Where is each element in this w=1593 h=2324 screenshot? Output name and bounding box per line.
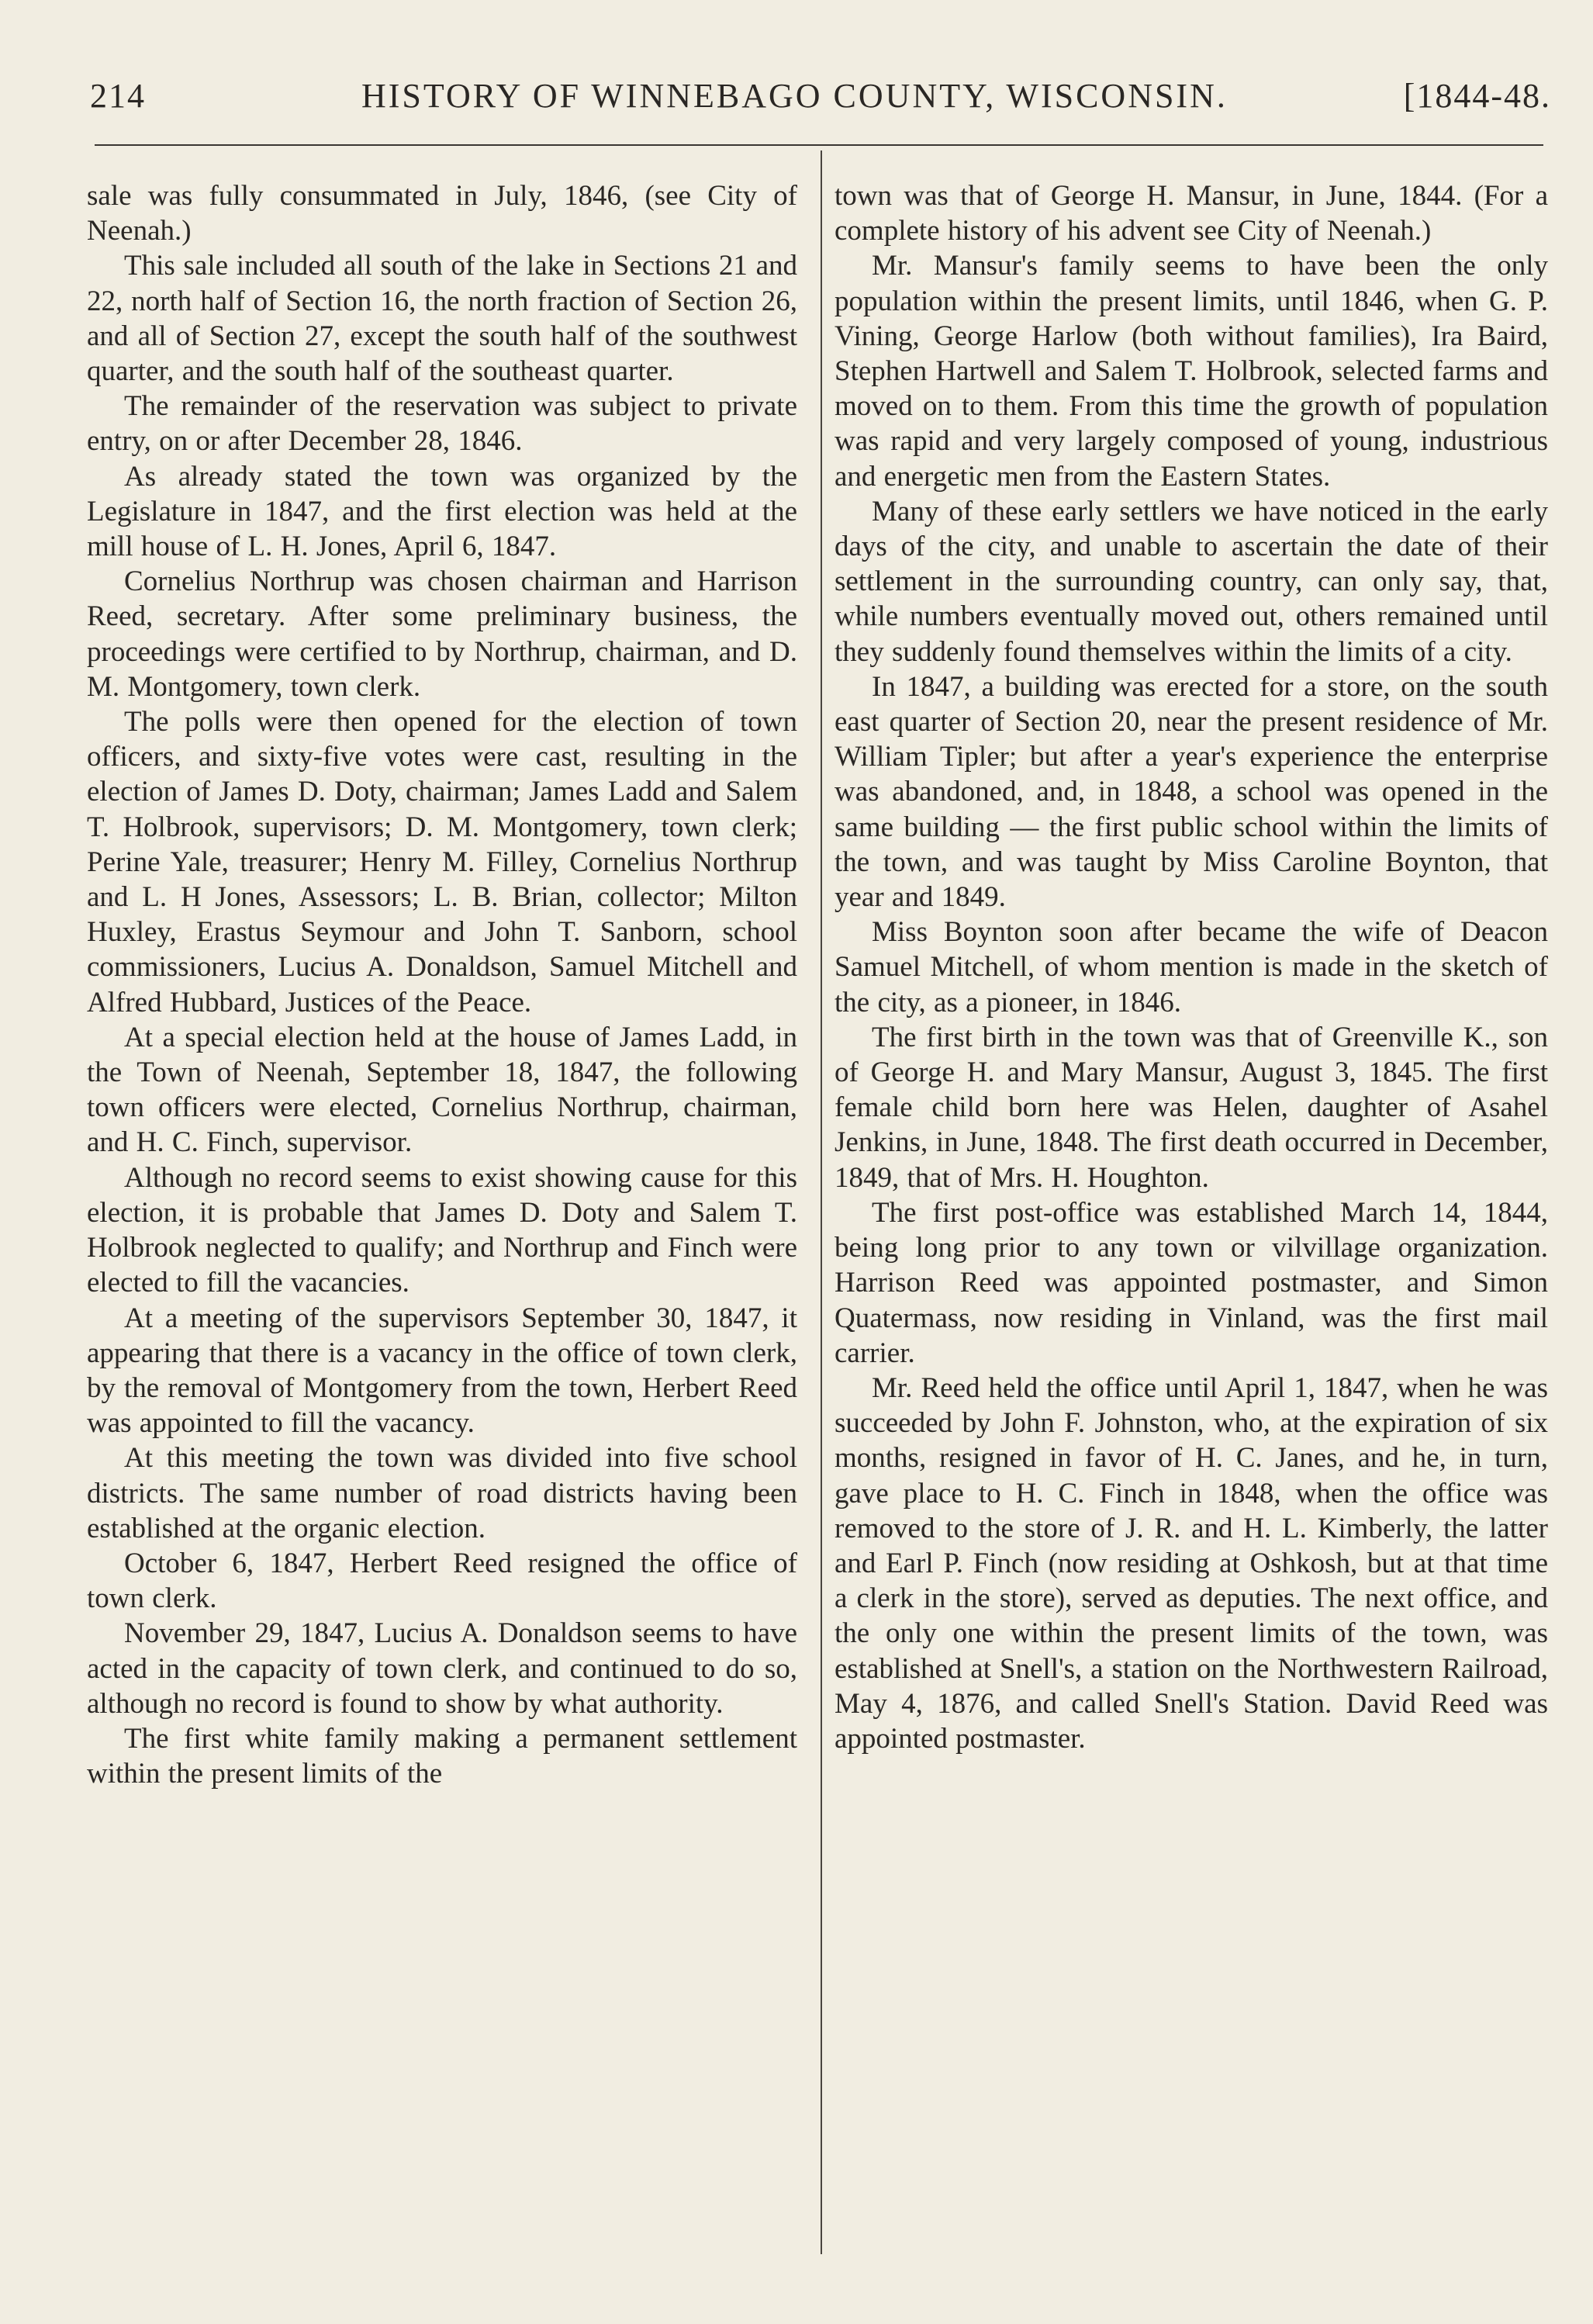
paragraph: The first post-office was established March 14, 1844, being long prior to any town or vilvillage organization. Harrison Reed was appointed postmaster, and Simon Quatermass, now residing in Vinland, was the first mail carrier. bbox=[835, 1196, 1548, 1369]
paragraph: Mr. Reed held the office until April 1, 1847, when he was succeeded by John F. Johnston, who, at the expiration of six months, resigned in favor of H. C. Janes, and he, in turn, gave place to H. C. Finch in 1848, when the office was removed to the store of J. R. and H. L. Kimberly, the latter and Earl P. Finch (now residing at Oshkosh, but at that time a clerk in the store), served as deputies. The next office, and the only one within the present limits of the town, was established at Snell's, a station on the Northwestern Railroad, May 4, 1876, and called Snell's Station. David Reed was appointed postmaster. bbox=[835, 1371, 1548, 1755]
paragraph: Cornelius Northrup was chosen chairman and Harrison Reed, secretary. After some preliminary business, the proceedings were certified to by Northrup, chairman, and D. M. Montgomery, town clerk. bbox=[87, 565, 797, 703]
paragraph: November 29, 1847, Lucius A. Donaldson seems to have acted in the capacity of town clerk, and continued to do so, although no record is found to show by what authority. bbox=[87, 1617, 797, 1720]
year-range: [1844-48. bbox=[1403, 77, 1551, 115]
running-header bbox=[90, 76, 1551, 116]
paragraph: The first white family making a permanent settlement within the present limits of the bbox=[87, 1722, 797, 1790]
paragraph: The remainder of the reservation was subject to private entry, on or after December 28, 1846. bbox=[87, 390, 797, 458]
paragraph: At a meeting of the supervisors September 30, 1847, it appearing that there is a vacancy in the office of town clerk, by the removal of Montgomery from the town, Herbert Reed was appointed to fill the vacancy. bbox=[87, 1302, 797, 1440]
page-number: 214 bbox=[90, 77, 146, 115]
paragraph: As already stated the town was organized by the Legislature in 1847, and the first election was held at the mill house of L. H. Jones, April 6, 1847. bbox=[87, 460, 797, 563]
running-title: HISTORY OF WINNEBAGO COUNTY, WISCONSIN. bbox=[361, 77, 1228, 115]
paragraph: Mr. Mansur's family seems to have been the only population within the present limits, until 1846, when G. P. Vining, George Harlow (both without families), Ira Baird, Stephen Hartwell and Salem T. Holbrook, selected farms and moved on to them. From this time the growth of population was rapid and very largely composed of young, industrious and energetic men from the Eastern States. bbox=[835, 250, 1548, 493]
column-divider bbox=[821, 150, 822, 2254]
paragraph: town was that of George H. Mansur, in June, 1844. (For a complete history of his advent see City of Neenah.) bbox=[835, 180, 1548, 247]
paragraph: sale was fully consummated in July, 1846, (see City of Neenah.) bbox=[87, 180, 797, 247]
paragraph: This sale included all south of the lake in Sections 21 and 22, north half of Section 16, the north fraction of Section 26, and all of Section 27, except the south half of the southwest quarter, and the south half of the southeast quarter. bbox=[87, 250, 797, 388]
paragraph: Miss Boynton soon after became the wife of Deacon Samuel Mitchell, of whom mention is made in the sketch of the city, as a pioneer, in 1846. bbox=[835, 916, 1548, 1018]
paragraph: The first birth in the town was that of Greenville K., son of George H. and Mary Mansur, August 3, 1845. The first female child born here was Helen, daughter of Asahel Jenkins, in June, 1848. The first death occurred in December, 1849, that of Mrs. H. Houghton. bbox=[835, 1021, 1548, 1194]
paragraph: At this meeting the town was divided into five school districts. The same number of road districts having been established at the organic election. bbox=[87, 1442, 797, 1544]
paragraph: Although no record seems to exist showing cause for this election, it is probable that James D. Doty and Salem T. Holbrook neglected to qualify; and Northrup and Finch were elected to fill the vacancies. bbox=[87, 1161, 797, 1299]
left-column bbox=[87, 178, 797, 1791]
paragraph: In 1847, a building was erected for a store, on the south east quarter of Section 20, near the present residence of Mr. William Tipler; but after a year's experience the enterprise was abandoned, and, in 1848, a school was opened in the same building — the first public school within the limits of the town, and was taught by Miss Caroline Boynton, that year and 1849. bbox=[835, 670, 1548, 914]
paragraph: Many of these early settlers we have noticed in the early days of the city, and unable to ascertain the date of their settlement in the surrounding country, can only say, that, while numbers eventually moved out, others remained until they suddenly found themselves within the limits of a city. bbox=[835, 495, 1548, 668]
header-rule bbox=[95, 144, 1543, 146]
paragraph: October 6, 1847, Herbert Reed resigned the office of town clerk. bbox=[87, 1547, 797, 1615]
paragraph: At a special election held at the house of James Ladd, in the Town of Neenah, September 18, 1847, the following town officers were elected, Cornelius Northrup, chairman, and H. C. Finch, supervisor. bbox=[87, 1021, 797, 1159]
right-column bbox=[835, 178, 1548, 1756]
paragraph: The polls were then opened for the election of town officers, and sixty-five votes were cast, resulting in the election of James D. Doty, chairman; James Ladd and Salem T. Holbrook, supervisors; D. M. Montgomery, town clerk; Perine Yale, treasurer; Henry M. Filley, Cornelius Northrup and L. H Jones, Assessors; L. B. Brian, collector; Milton Huxley, Erastus Seymour and John T. Sanborn, school commissioners, Lucius A. Donaldson, Samuel Mitchell and Alfred Hubbard, Justices of the Peace. bbox=[87, 706, 797, 1018]
